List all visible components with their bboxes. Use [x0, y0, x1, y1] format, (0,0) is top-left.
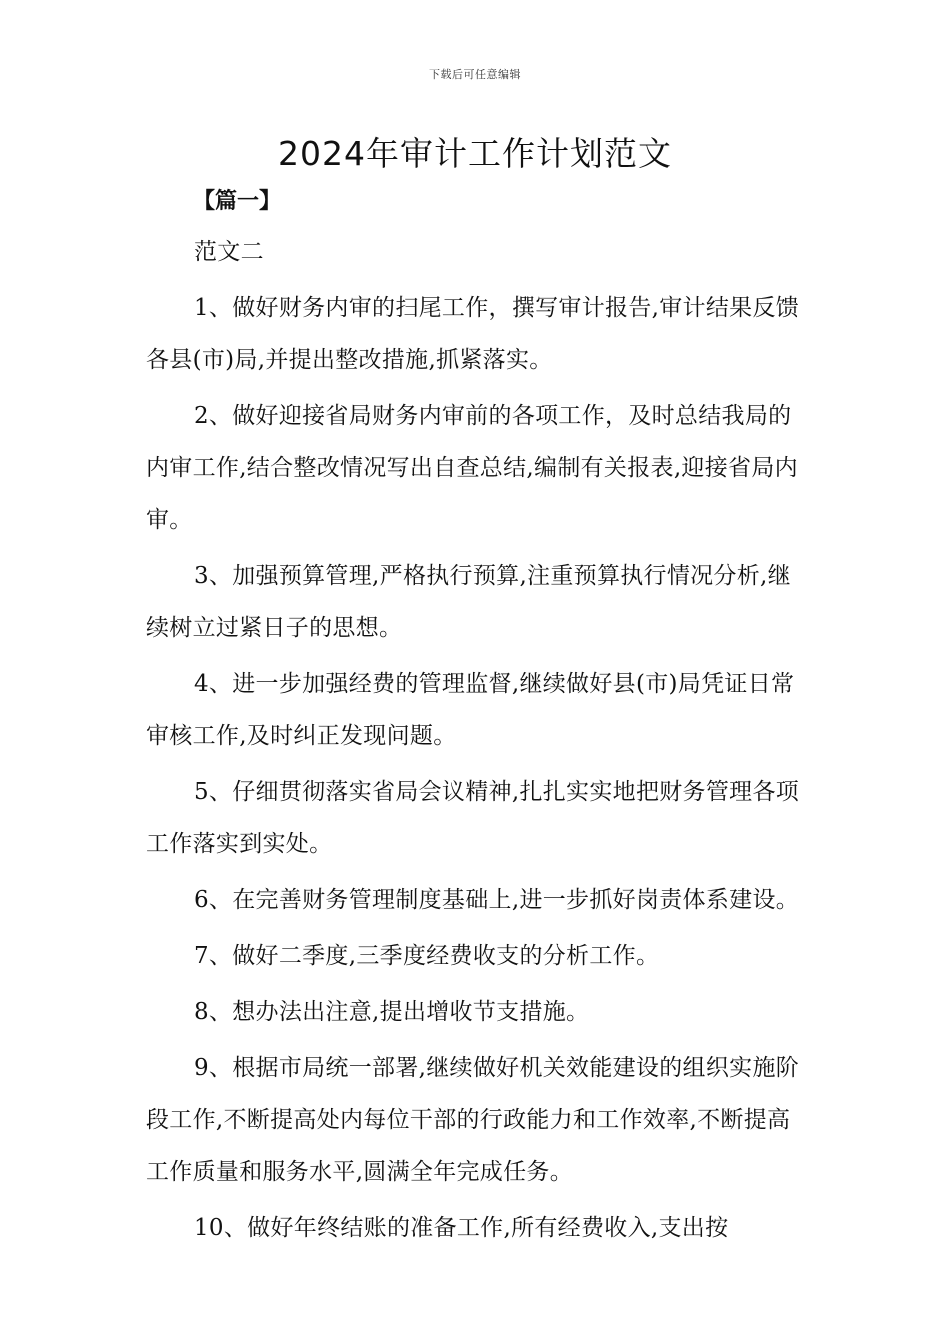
paragraph: 5、仔细贯彻落实省局会议精神,扎扎实实地把财务管理各项工作落实到实处。 — [146, 779, 800, 857]
document-body — [146, 226, 810, 1258]
paragraph: 2、做好迎接省局财务内审前的各项工作，及时总结我局的内审工作,结合整改情况写出自查总结,编制有关报表,迎接省局内审。 — [146, 403, 798, 533]
paragraph: 1、做好财务内审的扫尾工作，撰写审计报告,审计结果反馈各县(市)局,并提出整改措施,抓紧落实。 — [146, 295, 800, 373]
paragraph: 7、做好二季度,三季度经费收支的分析工作。 — [194, 943, 660, 969]
paragraph: 8、想办法出注意,提出增收节支措施。 — [194, 999, 590, 1025]
paragraph: 4、进一步加强经费的管理监督,继续做好县(市)局凭证日常审核工作,及时纠正发现问题。 — [146, 671, 795, 749]
paragraph: 范文二 — [194, 239, 264, 265]
paragraph: 10、做好年终结账的准备工作,所有经费收入,支出按 — [194, 1215, 729, 1241]
paragraph: 9、根据市局统一部署,继续做好机关效能建设的组织实施阶段工作,不断提高处内每位干部的行政能力和工作效率,不断提高工作质量和服务水平,圆满全年完成任务。 — [146, 1055, 800, 1185]
header-note: 下载后可任意编辑 — [429, 68, 521, 81]
page-title: 2024年审计工作计划范文 — [278, 134, 672, 173]
paragraph: 3、加强预算管理,严格执行预算,注重预算执行情况分析,继续树立过紧日子的思想。 — [146, 563, 791, 641]
paragraph: 6、在完善财务管理制度基础上,进一步抓好岗责体系建设。 — [194, 887, 800, 913]
section-label: 【篇一】 — [193, 189, 282, 214]
